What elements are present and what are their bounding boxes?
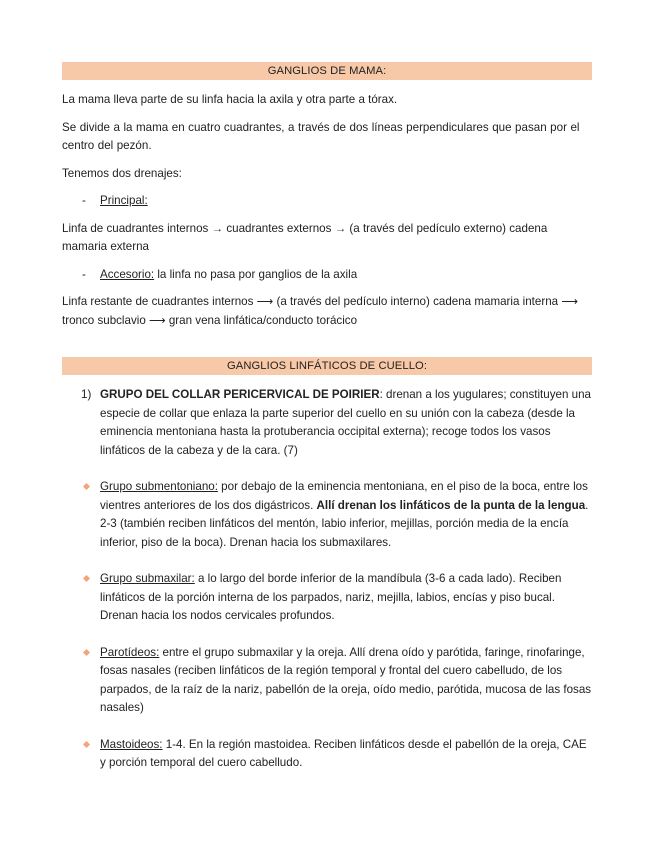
paragraph: Tenemos dos drenajes:	[62, 166, 182, 180]
diamond-bullet-icon	[83, 575, 90, 582]
group-label: Grupo submaxilar:	[100, 572, 195, 585]
list-item-label: Principal:	[100, 194, 148, 207]
diamond-bullet-icon	[83, 483, 90, 490]
paragraph: La mama lleva parte de su linfa hacia la axila y otra parte a tórax.	[62, 93, 398, 106]
group-label: Parotídeos:	[100, 645, 160, 659]
group-text: entre el grupo submaxilar y la oreja. Allí drena oído y parótida, faringe, rinofaringe, fosas nasales (reciben linfáticos de la región temporal y frontal del cuero cabelludo, de los parpados, de la raíz de la nariz, pabellón de la oreja, oído medio, parótida, mucosa de las fosas nasales)	[100, 645, 592, 714]
list-item	[62, 736, 592, 773]
list-item	[62, 478, 592, 552]
item-text: : drenan a los yugulares; constituyen una especie de collar que enlaza la parte superior del cuello en su unión con la cabeza (desde la eminencia mentoniana hasta la protuberancia occipital externa); recoge todos los vasos linfáticos de la cabeza y de la cara. (7)	[100, 388, 591, 457]
group-text: . 2-3 (también reciben linfáticos del mentón, labio inferior, mejillas, porción media de la encía inferior, piso de la boca). Drenan hacia los submaxilares.	[100, 498, 589, 549]
group-text: a lo largo del borde inferior de la mandíbula (3-6 a cada lado). Reciben linfáticos de la porción interna de los parpados, nariz, mejilla, labios, encías y piso bucal. Drenan hacia los nodos cervicales profundos.	[100, 572, 562, 622]
group-label: Mastoideos:	[100, 737, 163, 751]
diamond-bullet-icon	[83, 649, 90, 656]
dash-bullet: -	[82, 194, 86, 207]
list-item-label: Accesorio:	[100, 267, 155, 281]
section-heading-mama: GANGLIOS DE MAMA:	[62, 62, 592, 80]
group-text: por debajo de la eminencia mentoniana, en el piso de la boca, entre los vientres anteriores de los dos digástricos.	[100, 480, 588, 512]
list-item	[62, 192, 592, 211]
item-bold-title: GRUPO DEL COLLAR PERICERVICAL DE POIRIER	[100, 388, 380, 401]
paragraph: Linfa de cuadrantes internos → cuadrantes externos → (a través del pedículo externo) cadena mamaria externa	[62, 221, 548, 253]
group-bold-text: Allí drenan los linfáticos de la punta de la lengua	[316, 498, 586, 512]
item-number: 1)	[81, 388, 92, 401]
group-label: Grupo submentoniano:	[100, 480, 218, 493]
group-text: 1-4. En la región mastoidea. Reciben linfáticos desde el pabellón de la oreja, CAE y porción temporal del cuero cabelludo.	[100, 737, 587, 769]
numbered-item	[62, 386, 592, 460]
diamond-bullet-icon	[83, 741, 90, 748]
section-heading-cuello: GANGLIOS LINFÁTICOS DE CUELLO:	[62, 357, 592, 375]
list-item	[62, 644, 592, 718]
list-item-text: la linfa no pasa por ganglios de la axila	[154, 267, 358, 281]
dash-bullet: -	[82, 267, 86, 281]
paragraph: Linfa restante de cuadrantes internos ⟶ (a través del pedículo interno) cadena mamaria interna ⟶ tronco subclavio ⟶ gran vena linfática/conducto torácico	[62, 295, 578, 327]
list-item	[62, 266, 592, 285]
paragraph: Se divide a la mama en cuatro cuadrantes, a través de dos líneas perpendiculares que pasan por el centro del pezón.	[62, 120, 580, 152]
list-item	[62, 570, 592, 626]
document-page	[62, 62, 592, 773]
